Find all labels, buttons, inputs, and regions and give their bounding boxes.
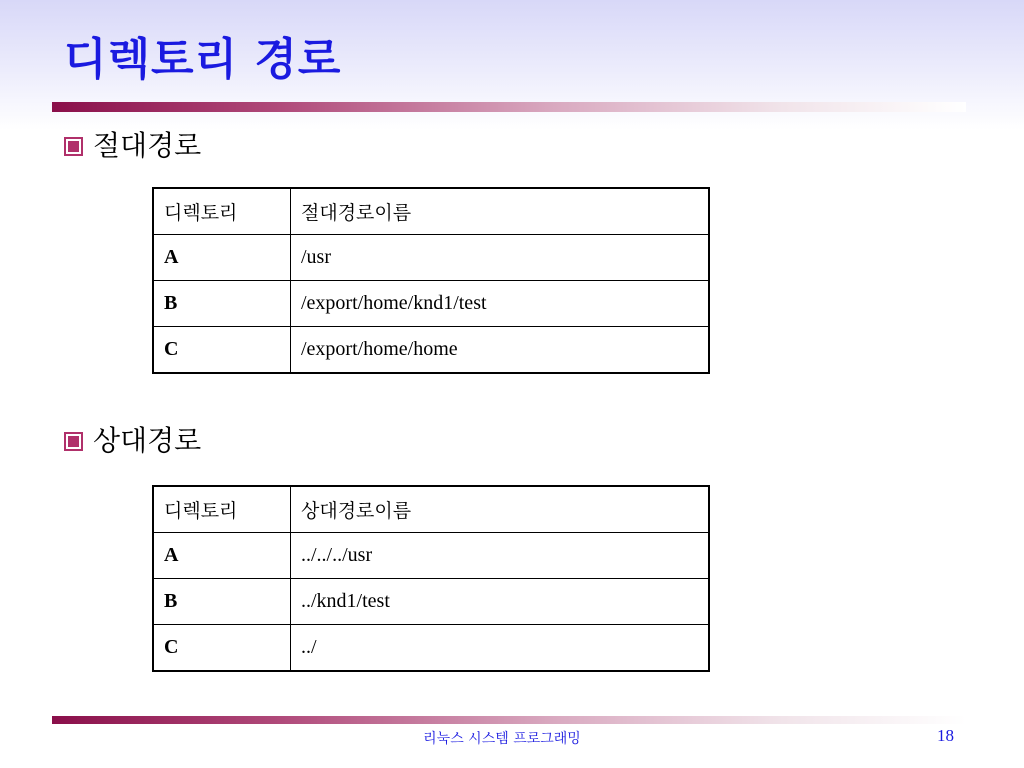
- table-cell-directory: B: [153, 281, 291, 327]
- table-cell-path: ../knd1/test: [291, 579, 710, 625]
- table-cell-directory: C: [153, 327, 291, 374]
- square-bullet-icon: [64, 137, 83, 156]
- table-row: [153, 533, 709, 579]
- section-label: 절대경로: [93, 129, 202, 162]
- table-cell-path: /export/home/home: [291, 327, 710, 374]
- table-cell-path: /export/home/knd1/test: [291, 281, 710, 327]
- footer-divider: [52, 716, 966, 724]
- table-cell-directory: A: [153, 235, 291, 281]
- square-bullet-icon: [64, 432, 83, 451]
- table-row: [153, 625, 709, 672]
- title-divider: [52, 102, 966, 112]
- table-cell-path: ../../../usr: [291, 533, 710, 579]
- table-cell-path: ../: [291, 625, 710, 672]
- relative-path-table: [152, 485, 710, 672]
- table-row: [153, 579, 709, 625]
- table-header-cell: 디렉토리: [153, 486, 291, 533]
- table-header-row: [153, 486, 709, 533]
- slide-title: 디렉토리 경로: [64, 34, 342, 85]
- table-header-cell: 상대경로이름: [291, 486, 710, 533]
- table-cell-directory: B: [153, 579, 291, 625]
- table-header-row: [153, 188, 709, 235]
- table-row: [153, 327, 709, 374]
- section-heading-absolute: [64, 128, 201, 164]
- table-header-cell: 디렉토리: [153, 188, 291, 235]
- section-label: 상대경로: [93, 424, 202, 457]
- table-row: [153, 235, 709, 281]
- table-header-cell: 절대경로이름: [291, 188, 710, 235]
- footer-title: 리눅스 시스템 프로그래밍: [423, 731, 581, 747]
- absolute-path-table: [152, 187, 710, 374]
- table-row: [153, 281, 709, 327]
- page-number: 18: [937, 726, 954, 745]
- table-cell-directory: C: [153, 625, 291, 672]
- table-cell-path: /usr: [291, 235, 710, 281]
- table-cell-directory: A: [153, 533, 291, 579]
- section-heading-relative: [64, 423, 201, 459]
